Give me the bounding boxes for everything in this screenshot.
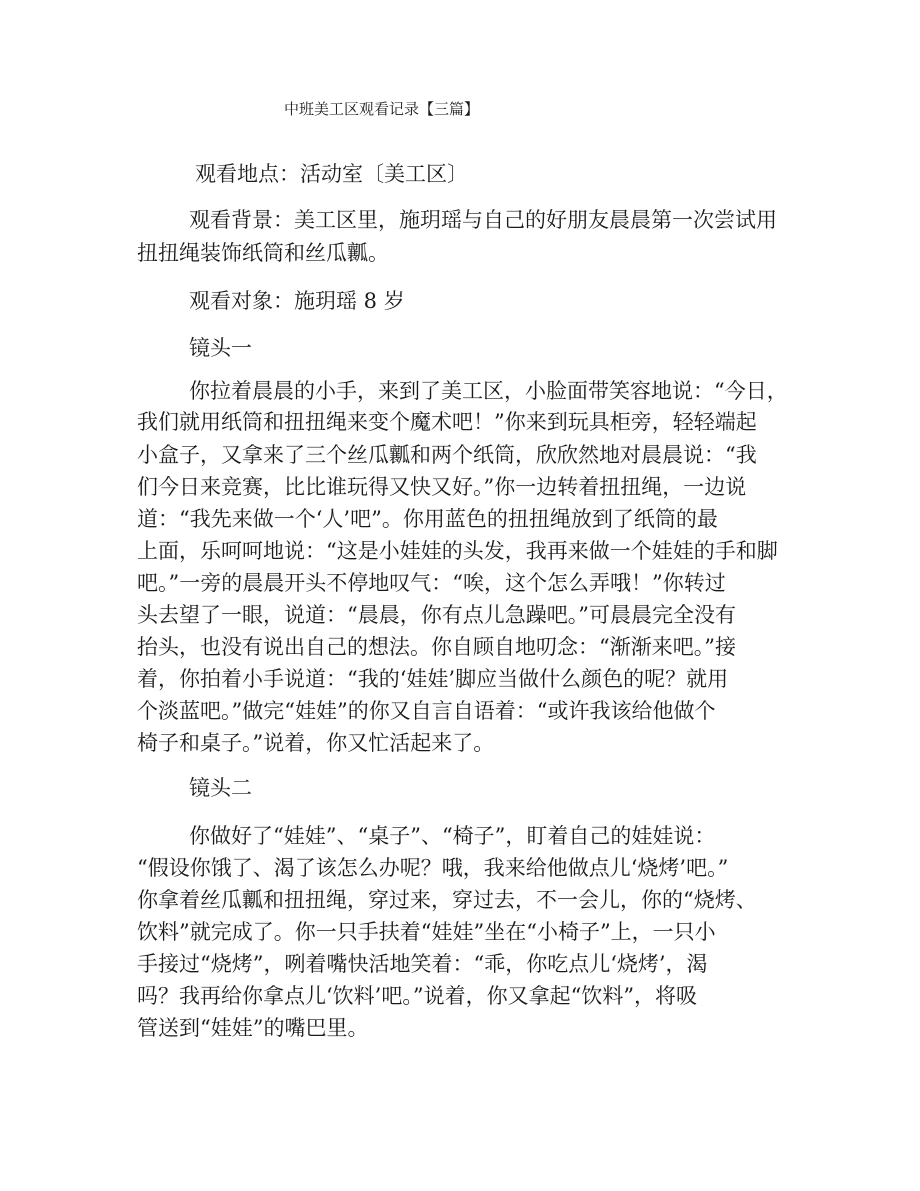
- scene1-line: 着，你拍着小手说道：“我的‘娃娃’脚应当做什么颜色的呢？就用: [137, 667, 729, 691]
- scene1-line: 小盒子，又拿来了三个丝瓜瓤和两个纸筒，欣欣然地对晨晨说：“我: [137, 443, 757, 467]
- scene1-line: 道：“我先来做一个‘人’吧”。你用蓝色的扭扭绳放到了纸筒的最: [137, 507, 718, 531]
- background-line-2: 扭扭绳装饰纸筒和丝瓜瓤。: [137, 241, 389, 265]
- scene1-line: 吧。”一旁的晨晨开头不停地叹气：“唉，这个怎么弄哦！”你转过: [137, 571, 726, 595]
- document-title: 中班美工区观看记录【三篇】: [284, 100, 480, 118]
- scene2-line: 饮料”就完成了。你一只手扶着“娃娃”坐在“小椅子”上，一只小: [137, 920, 716, 944]
- scene1-line: 椅子和桌子。”说着，你又忙活起来了。: [137, 731, 495, 755]
- scene1-line: 抬头，也没有说出自己的想法。你自顾自地叨念：“渐渐来吧。”接: [137, 635, 736, 659]
- scene1-line: 个淡蓝吧。”做完“娃娃”的你又自言自语着：“或许我该给他做个: [137, 699, 716, 723]
- scene2-line: 管送到“娃娃”的嘴巴里。: [137, 1016, 369, 1040]
- scene2-heading: 镜头二: [189, 776, 252, 800]
- scene1-line: 们今日来竞赛，比比谁玩得又快又好。”你一边转着扭扭绳，一边说: [137, 475, 747, 499]
- scene2-line: 你拿着丝瓜瓤和扭扭绳，穿过来，穿过去，不一会儿，你的“烧烤、: [137, 888, 757, 912]
- scene2-line: 吗？我再给你拿点儿‘饮料’吧。”说着，你又拿起“饮料”，将吸: [137, 984, 698, 1008]
- scene1-line: 我们就用纸筒和扭扭绳来变个魔术吧！”你来到玩具柜旁，轻轻端起: [137, 410, 757, 434]
- scene1-heading: 镜头一: [189, 336, 252, 360]
- location-line: 观看地点：活动室〔美工区〕: [195, 162, 468, 186]
- scene1-line: 上面，乐呵呵地说：“这是小娃娃的头发，我再来做一个娃娃的手和脚: [137, 539, 778, 563]
- scene2-line: “假设你饿了、渴了该怎么办呢？哦，我来给他做点儿‘烧烤’吧。”: [137, 856, 729, 880]
- scene1-line: 你拉着晨晨的小手，来到了美工区，小脸面带笑容地说：“今日，: [189, 379, 788, 403]
- background-line-1: 观看背景：美工区里，施玥瑶与自己的好朋友晨晨第一次尝试用: [189, 208, 777, 232]
- scene2-line: 手接过“烧烤”，咧着嘴快活地笑着：“乖，你吃点儿‘烧烤’，渴: [137, 952, 708, 976]
- scene2-line: 你做好了“娃娃”、“桌子”、“椅子”，盯着自己的娃娃说：: [189, 824, 716, 848]
- scene1-line: 头去望了一眼，说道：“晨晨，你有点儿急躁吧。”可晨晨完全没有: [137, 603, 736, 627]
- subject-line: 观看对象：施玥瑶 8 岁: [189, 289, 405, 313]
